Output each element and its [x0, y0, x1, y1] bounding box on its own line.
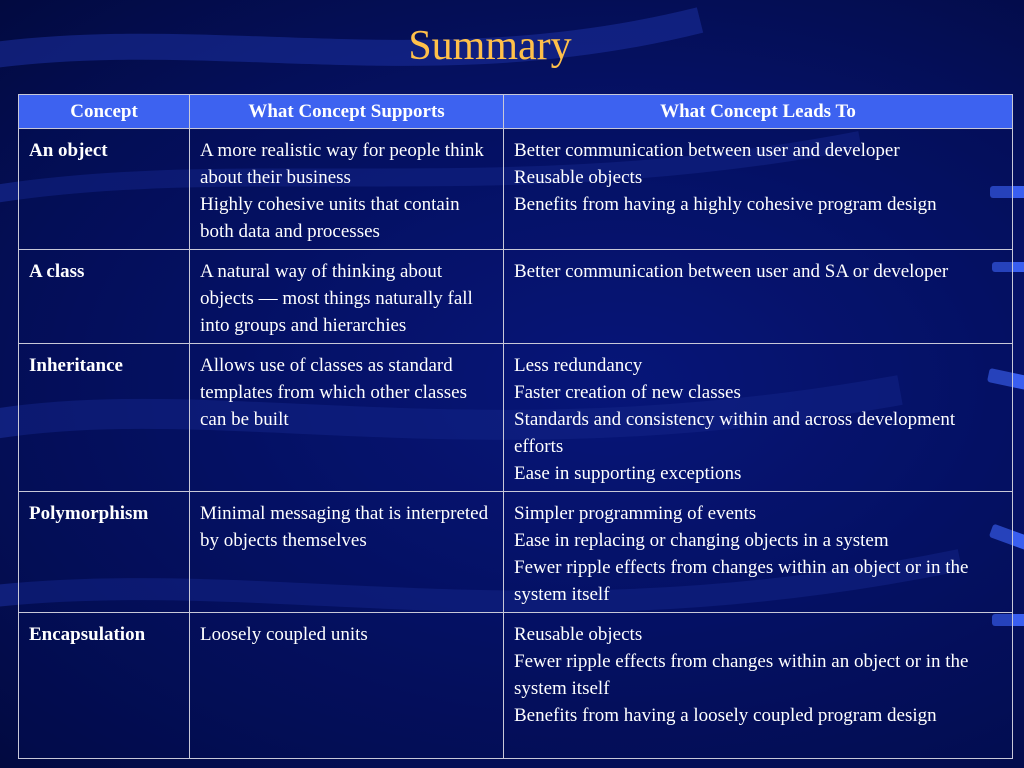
table-row [19, 344, 1013, 492]
leads-to-line: Reusable objects [514, 624, 643, 645]
table-header-row [19, 95, 1013, 129]
leads-to-line: Ease in supporting exceptions [514, 463, 742, 484]
leads-to-cell [504, 492, 1013, 613]
supports-cell [190, 250, 504, 344]
concept-cell: Polymorphism [19, 492, 190, 613]
leads-to-line: Benefits from having a loosely coupled program design [514, 705, 937, 726]
leads-to-line: Benefits from having a highly cohesive program design [514, 194, 937, 215]
table-row [19, 129, 1013, 250]
supports-line: A natural way of thinking about objects — most things naturally fall into groups and hierarchies [200, 261, 473, 336]
supports-line: A more realistic way for people think about their business [200, 140, 484, 188]
leads-to-line: Standards and consistency within and across development efforts [514, 409, 956, 457]
leads-to-cell [504, 129, 1013, 250]
concept-cell: Inheritance [19, 344, 190, 492]
supports-line: Highly cohesive units that contain both data and processes [200, 194, 460, 242]
leads-to-line: Reusable objects [514, 167, 643, 188]
concept-cell: A class [19, 250, 190, 344]
table-row [19, 250, 1013, 344]
table-row [19, 492, 1013, 613]
slide-title: Summary [408, 23, 572, 69]
supports-line: Minimal messaging that is interpreted by objects themselves [200, 503, 489, 551]
leads-to-cell [504, 344, 1013, 492]
leads-to-cell [504, 250, 1013, 344]
supports-cell [190, 492, 504, 613]
summary-table [18, 94, 1013, 759]
leads-to-line: Fewer ripple effects from changes within an object or in the system itself [514, 651, 969, 699]
supports-cell [190, 613, 504, 759]
column-header-leads-to: What Concept Leads To [504, 95, 1013, 129]
concept-cell: An object [19, 129, 190, 250]
leads-to-line: Ease in replacing or changing objects in a system [514, 530, 889, 551]
leads-to-cell [504, 613, 1013, 759]
supports-line: Loosely coupled units [200, 624, 368, 645]
leads-to-line: Fewer ripple effects from changes within an object or in the system itself [514, 557, 969, 605]
concept-cell: Encapsulation [19, 613, 190, 759]
column-header-supports: What Concept Supports [190, 95, 504, 129]
leads-to-line: Less redundancy [514, 355, 643, 376]
supports-line: Allows use of classes as standard templates from which other classes can be built [200, 355, 467, 430]
table-row [19, 613, 1013, 759]
leads-to-line: Simpler programming of events [514, 503, 757, 524]
supports-cell [190, 129, 504, 250]
leads-to-line: Better communication between user and developer [514, 140, 900, 161]
leads-to-line: Better communication between user and SA or developer [514, 261, 949, 282]
supports-cell [190, 344, 504, 492]
leads-to-line: Faster creation of new classes [514, 382, 741, 403]
column-header-concept: Concept [19, 95, 190, 129]
